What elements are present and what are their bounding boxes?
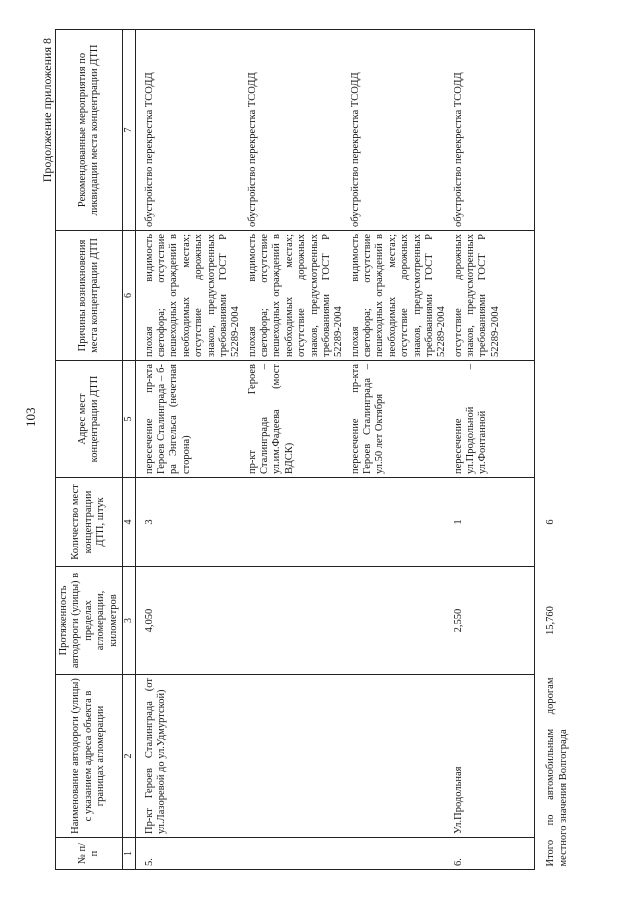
column-number-row [122,30,135,870]
dtp-count: 3 [135,478,245,567]
recommended-measures: обустройство перекрестка ТСОДД [245,30,348,231]
recommended-measures: обустройство перекрестка ТСОДД [135,30,245,231]
header-cell-road: Наименование автодороги (улицы) с указанием адреса объекта в границах агломерации [56,675,123,838]
road-length: 2,550 [451,567,505,675]
row-number: 5. [135,838,245,870]
road-name [245,675,348,838]
table-row [348,30,451,870]
row-number [245,838,348,870]
column-number: 1 [122,838,135,870]
road-length: 4,050 [135,567,245,675]
header-cell-measures: Рекомендованные мероприятия по ликвидации места концентрации ДТП [56,30,123,231]
dtp-causes: отсутствие дорожных знаков, предусмотренных требованиями ГОСТ Р 52289-2004 [451,231,505,361]
appendix-label: Продолжение приложения 8 [40,38,54,183]
dtp-address: пр-кт Героев Сталинграда – ул.им.Фадеева (мост ВДСК) [245,361,348,478]
table-row [451,30,505,870]
dtp-causes: плохая видимость светофора; отсутствие пешеходных ограждений в необходимых местах; отсутствие дорожных знаков, предусмотренных требованиями ГОСТ Р 52289-2004 [245,231,348,361]
recommended-measures: обустройство перекрестка ТСОДД [451,30,505,231]
table-row-spacer [504,30,535,870]
column-number: 7 [122,30,135,231]
dtp-count [245,478,348,567]
road-name [348,675,451,838]
row-number: 6. [451,838,505,870]
column-number: 4 [122,478,135,567]
header-cell-causes: Причины возникновения места концентрации ДТП [56,231,123,361]
total-row [535,30,572,870]
table-row [245,30,348,870]
dtp-causes: плохая видимость светофора; отсутствие пешеходных ограждений в необходимых местах; отсутствие дорожных знаков, предусмотренных требованиями ГОСТ Р 52289-2004 [135,231,245,361]
total-length: 15,760 [545,606,557,635]
header-cell-count: Количество мест концентрации ДТП, штук [56,478,123,567]
dtp-concentration-table [55,29,572,870]
column-number: 6 [122,231,135,361]
row-number [348,838,451,870]
header-cell-num: № п/п [56,838,123,870]
column-number: 5 [122,361,135,478]
table-row [135,30,245,870]
dtp-count: 1 [451,478,505,567]
total-count: 6 [545,519,557,525]
road-name: Ул.Продольная [451,675,505,838]
dtp-count [348,478,451,567]
dtp-causes: плохая видимость светофора; отсутствие пешеходных ограждений в необходимых местах; отсутствие дорожных знаков, предусмотренных требованиями ГОСТ Р 52289-2004 [348,231,451,361]
column-number: 3 [122,567,135,675]
header-row [56,30,123,870]
road-length [245,567,348,675]
road-name: Пр-кт Героев Сталинграда (от ул.Лазоревой до ул.Удмуртской) [135,675,245,838]
header-cell-length: Протяженность автодороги (улицы) в пределах агломерации, километров [56,567,123,675]
page-number: 103 [23,407,38,427]
header-cell-address: Адрес мест концентрации ДТП [56,361,123,478]
total-label: Итого по автомобильным дорогам местного значения Волгограда [545,677,569,867]
column-number: 2 [122,675,135,838]
dtp-address: пересечение ул.Продольной – ул.Фонтанной [451,361,505,478]
dtp-address: пересечение пр-кта Героев Сталинграда – ул.50 лет Октября [348,361,451,478]
road-length [348,567,451,675]
dtp-address: пересечение пр-кта Героев Сталинграда – б-ра Энгельса (нечетная сторона) [135,361,245,478]
recommended-measures: обустройство перекрестка ТСОДД [348,30,451,231]
